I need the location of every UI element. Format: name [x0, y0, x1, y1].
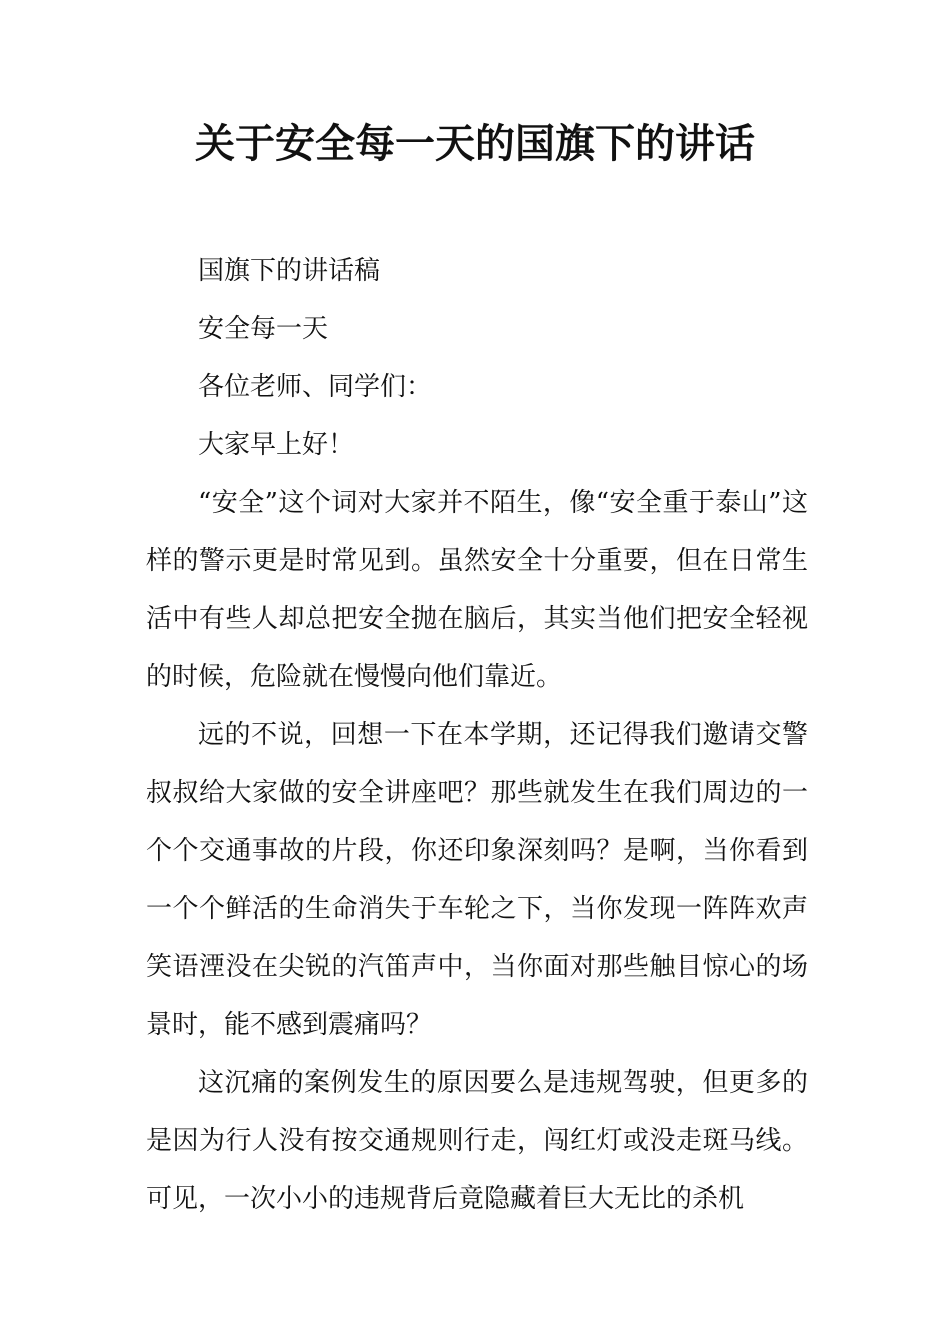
paragraph-salutation: 各位老师、同学们：	[198, 372, 433, 402]
paragraph-body-2: 远的不说，回想一下在本学期，还记得我们邀请交警叔叔给大家做的安全讲座吧？那些就发生在我们周边的一个个交通事故的片段，你还印象深刻吗？是啊，当你看到一个个鲜活的生命消失于车轮之下，当你发现一阵阵欢声笑语湮没在尖锐的汽笛声中，当你面对那些触目惊心的场景时，能不感到震痛吗？	[146, 720, 808, 1040]
paragraph-body-1: “安全”这个词对大家并不陌生，像“安全重于泰山”这样的警示更是时常见到。虽然安全十分重要，但在日常生活中有些人却总把安全抛在脑后，其实当他们把安全轻视的时候，危险就在慢慢向他们靠近。	[146, 488, 808, 692]
paragraph-greeting: 大家早上好！	[198, 430, 355, 460]
document-body	[146, 242, 808, 1228]
paragraph-subtitle: 安全每一天	[198, 314, 329, 344]
document-title: 关于安全每一天的国旗下的讲话	[195, 120, 755, 167]
paragraph-speech-label: 国旗下的讲话稿	[198, 256, 381, 286]
paragraph-body-3: 这沉痛的案例发生的原因要么是违规驾驶，但更多的是因为行人没有按交通规则行走，闯红灯或没走斑马线。可见，一次小小的违规背后竟隐藏着巨大无比的杀机	[146, 1068, 808, 1214]
